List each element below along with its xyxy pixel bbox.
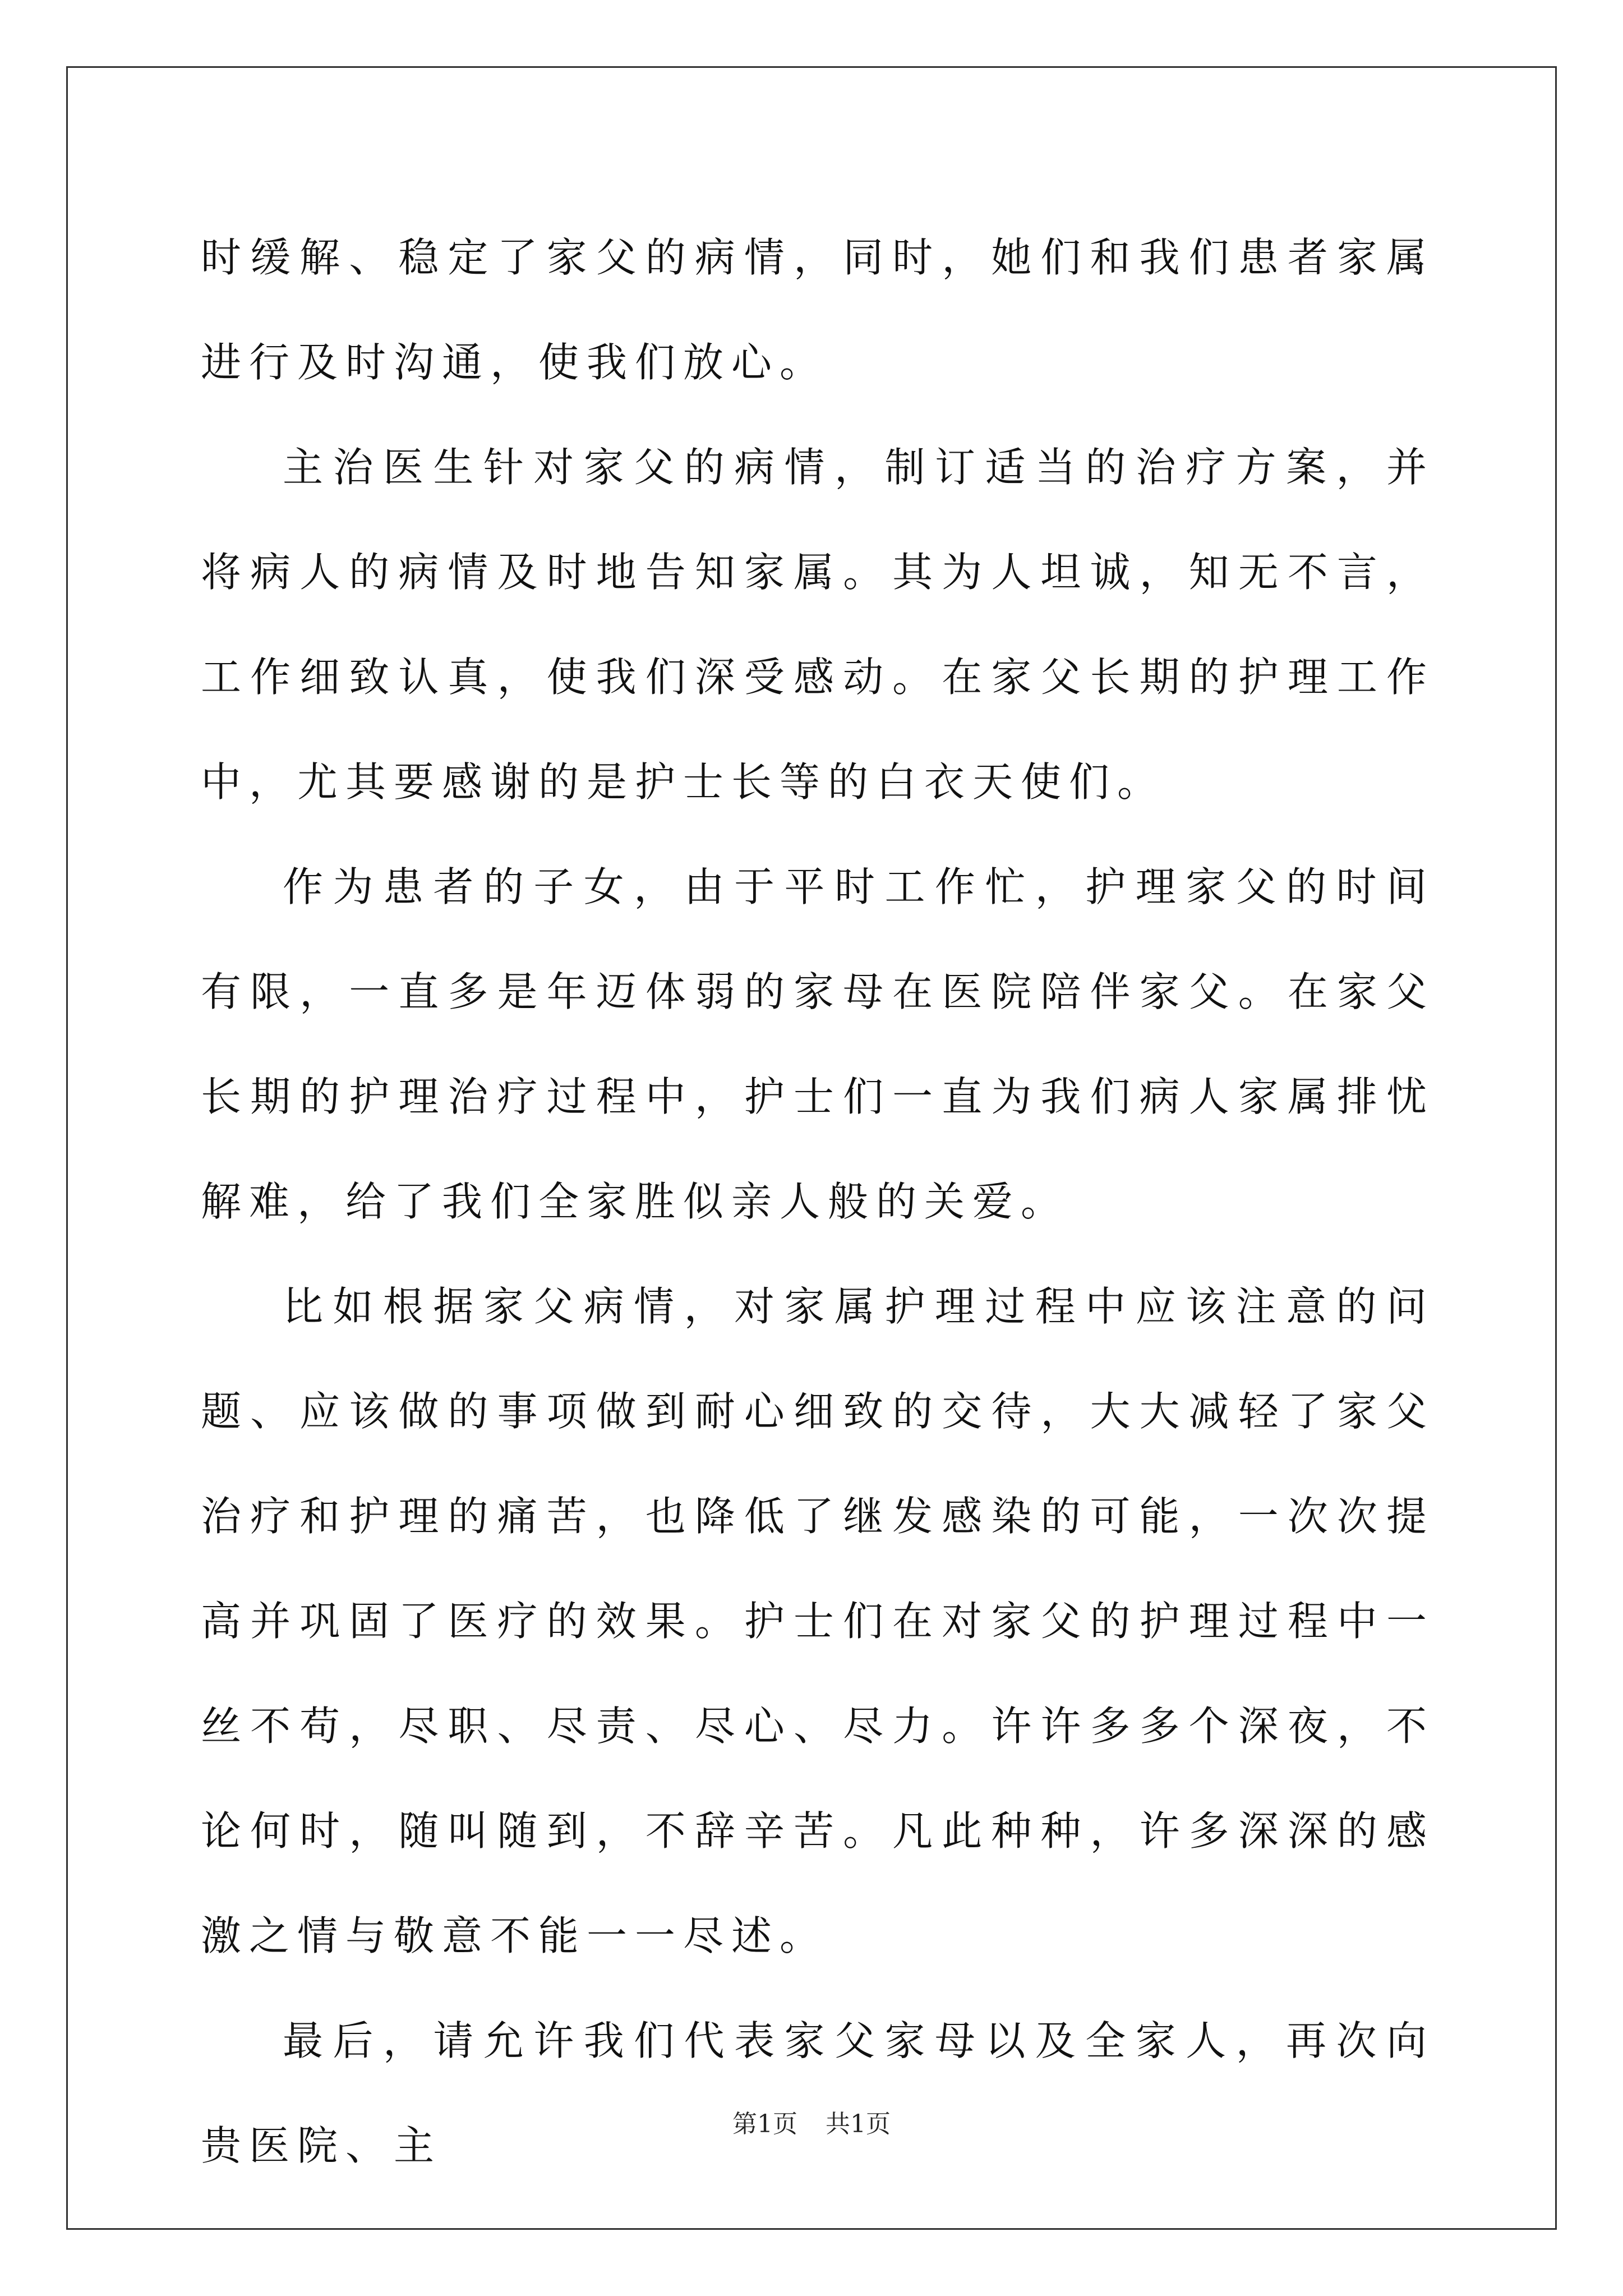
paragraph-4: 比如根据家父病情，对家属护理过程中应该注意的问题、应该做的事项做到耐心细致的交待，大大减轻了家父治疗和护理的痛苦，也降低了继发感染的可能，一次次提高并巩固了医疗的效果。护士们在对家父的护理过程中一丝不苟，尽职、尽责、尽心、尽力。许许多多个深夜，不论何时，随叫随到，不辞辛苦。凡此种种，许多深深的感激之情与敬意不能一一尽述。 (201, 1283, 1435, 1959)
document-body (201, 205, 1435, 2198)
page-total: 共1页 (826, 2110, 891, 2138)
page-number: 第1页 (732, 2110, 797, 2138)
page-footer (0, 2104, 1623, 2139)
paragraph-5: 最后，请允许我们代表家父家母以及全家人，再次向贵医院、主 (201, 2017, 1435, 2169)
paragraph-2: 主治医生针对家父的病情，制订适当的治疗方案，并将病人的病情及时地告知家属。其为人坦诚，知无不言，工作细致认真，使我们深受感动。在家父长期的护理工作中，尤其要感谢的是护士长等的白衣天使们。 (201, 444, 1435, 806)
paragraph-1: 时缓解、稳定了家父的病情，同时，她们和我们患者家属进行及时沟通，使我们放心。 (201, 234, 1435, 386)
paragraph-3: 作为患者的子女，由于平时工作忙，护理家父的时间有限，一直多是年迈体弱的家母在医院陪伴家父。在家父长期的护理治疗过程中，护士们一直为我们病人家属排忧解难，给了我们全家胜似亲人般的关爱。 (201, 863, 1435, 1225)
